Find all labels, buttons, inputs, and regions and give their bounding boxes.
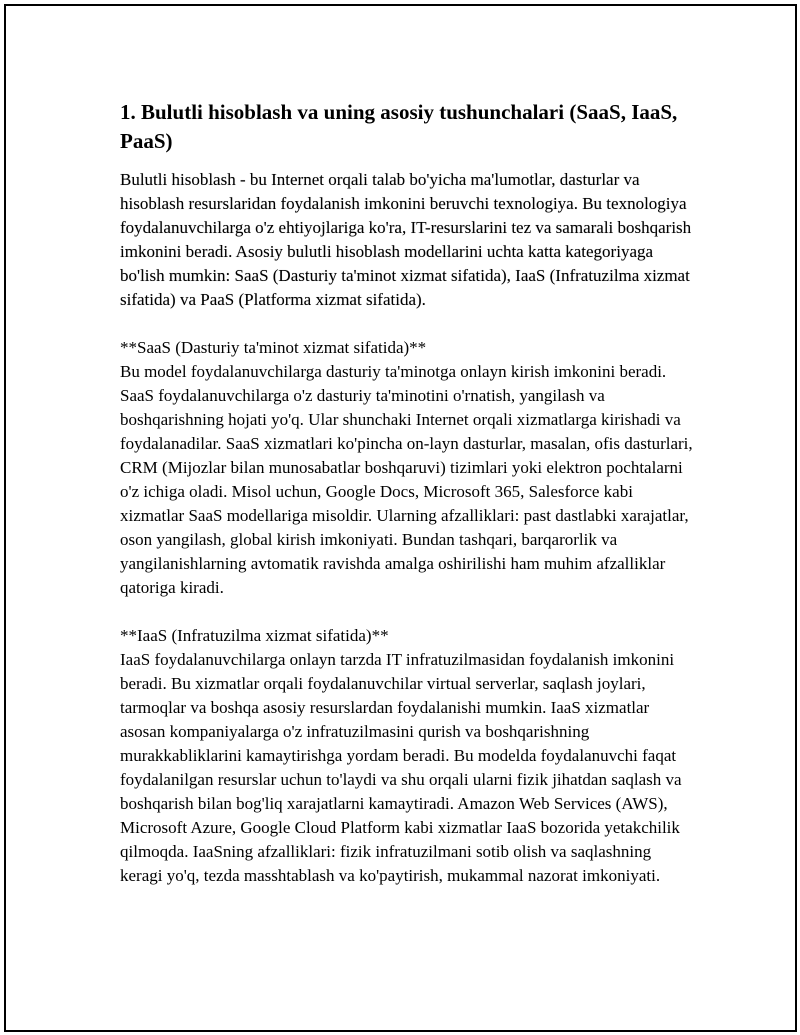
section-heading-saas: **SaaS (Dasturiy ta'minot xizmat sifatida)**	[120, 338, 427, 357]
section-body-saas: Bu model foydalanuvchilarga dasturiy ta'minotga onlayn kirish imkonini beradi. SaaS foydalanuvchilarga o'z dasturiy ta'minotini o'rnatish, yangilash va boshqarishning hojati yo'q. Ular shunchaki Internet orqali xizmatlarga kirishadi va foydalanadilar. SaaS xizmatlari ko'pincha on-layn dasturlar, masalan, ofis dasturlari, CRM (Mijozlar bilan munosabatlar boshqaruvi) tizimlari yoki elektron pochtalarni o'z ichiga oladi. Misol uchun, Google Docs, Microsoft 365, Salesforce kabi xizmatlar SaaS modellariga misoldir. Ularning afzalliklari: past dastlabki xarajatlar, oson yangilash, global kirish imkoniyati. Bundan tashqari, barqarorlik va yangilanishlarning avtomatik ravishda amalga oshirilishi ham muhim afzalliklar qatoriga kiradi.	[120, 362, 693, 597]
intro-paragraph: Bulutli hisoblash - bu Internet orqali talab bo'yicha ma'lumotlar, dasturlar va hisoblash resurslaridan foydalanish imkonini beruvchi texnologiya. Bu texnologiya foydalanuvchilarga o'z ehtiyojlariga ko'ra, IT-resurslarini tez va samarali boshqarish imkonini beradi. Asosiy bulutli hisoblash modellarini uchta katta kategoriyaga bo'lish mumkin: SaaS (Dasturiy ta'minot xizmat sifatida), IaaS (Infratuzilma xizmat sifatida) va PaaS (Platforma xizmat sifatida).	[120, 170, 692, 309]
section-heading-iaas: **IaaS (Infratuzilma xizmat sifatida)**	[120, 626, 389, 645]
section-body-iaas: IaaS foydalanuvchilarga onlayn tarzda IT infratuzilmasidan foydalanish imkonini beradi. Bu xizmatlar orqali foydalanuvchilar virtual serverlar, saqlash joylari, tarmoqlar va boshqa asosiy resurslardan foydalanishi mumkin. IaaS xizmatlar asosan kompaniyalarga o'z infratuzilmasini qurish va boshqarishning murakkabliklarini kamaytirishga yordam beradi. Bu modelda foydalanuvchi faqat foydalanilgan resurslar uchun to'laydi va shu orqali ularni fizik jihatdan saqlash va boshqarish bilan bog'liq xarajatlarni kamaytiradi. Amazon Web Services (AWS), Microsoft Azure, Google Cloud Platform kabi xizmatlar IaaS bozorida yetakchilik qilmoqda. IaaSning afzalliklari: fizik infratuzilmani sotib olish va saqlashning keragi yo'q, tezda masshtablash va ko'paytirish, mukammal nazorat imkoniyati.	[120, 650, 682, 885]
document-title: 1. Bulutli hisoblash va uning asosiy tushunchalari (SaaS, IaaS, PaaS)	[120, 100, 678, 153]
page-frame	[4, 4, 797, 1032]
document-content	[120, 98, 696, 888]
